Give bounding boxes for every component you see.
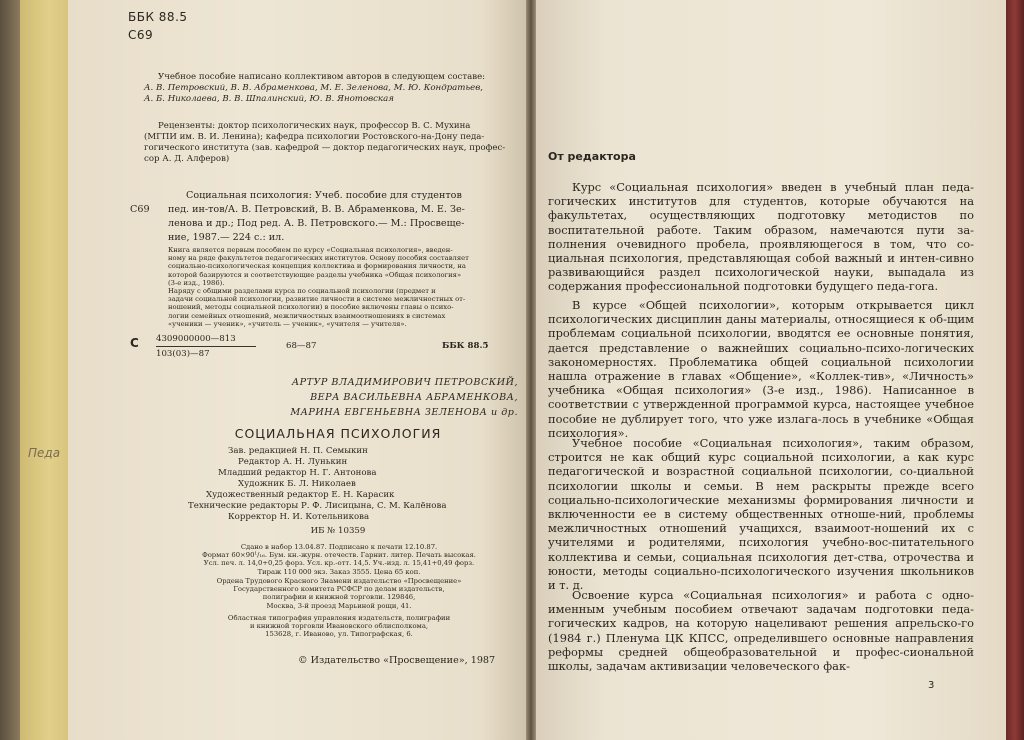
author-full-3-suffix: и др. bbox=[491, 407, 518, 418]
classification-code-1: 4309000000—813 bbox=[156, 334, 236, 344]
classification-letter: С bbox=[130, 336, 140, 350]
abstract-line: логии семейных отношений, межличностных взаимоотношениях в системах bbox=[168, 311, 446, 320]
biblio-line-1: Социальная психология: Учеб. пособие для студентов bbox=[186, 190, 462, 201]
abstract-line: задачи социальной психологии, развитие личности в системе межличностных от- bbox=[168, 295, 466, 304]
biblio-line-4: ние, 1987.— 224 с.: ил. bbox=[168, 232, 285, 243]
authors-line-2: А. Б. Николаева, В. В. Шпалинский, Ю. В. Янотовская bbox=[144, 94, 394, 104]
abstract-line: (3-е изд., 1986). bbox=[168, 278, 225, 287]
biblio-line-3: ленова и др.; Под ред. А. В. Петровского.— М.: Просвеще- bbox=[168, 218, 465, 229]
page-number: 3 bbox=[928, 680, 935, 691]
book-gutter bbox=[526, 0, 536, 740]
staff-line: Редактор А. Н. Лунькин bbox=[238, 457, 348, 467]
cover-flap-text: Педа bbox=[28, 446, 61, 460]
publisher-line: Государственного комитета РСФСР по делам издательств, bbox=[233, 585, 445, 594]
author-full-1: АРТУР ВЛАДИМИРОВИЧ ПЕТРОВСКИЙ, bbox=[291, 377, 518, 388]
abstract-line: ному на ряде факультетов педагогических институтов. Основу пособия составляет bbox=[168, 254, 469, 263]
cover-flap bbox=[20, 0, 68, 740]
authors-line-1: А. В. Петровский, В. В. Абраменкова, М. Е. Зеленова, М. Ю. Кондратьев, bbox=[144, 83, 483, 93]
print-detail-line: Тираж 110 000 экз. Заказ 3555. Цена 65 коп. bbox=[257, 567, 421, 576]
book-title: СОЦИАЛЬНАЯ ПСИХОЛОГИЯ bbox=[234, 426, 442, 441]
staff-line: Зав. редакцией Н. П. Семыкин bbox=[228, 446, 368, 456]
authors-intro: Учебное пособие написано коллективом авторов в следующем составе: bbox=[158, 72, 486, 82]
staff-line: Художественный редактор Е. Н. Карасик bbox=[206, 490, 395, 500]
classification-code-top: С69 bbox=[128, 28, 154, 42]
abstract-line: ношений, методы социальной психологии) в пособие включены главы о психо- bbox=[168, 303, 454, 312]
staff-line: Художник Б. Л. Николаев bbox=[238, 479, 356, 489]
print-detail-line: Формат 60×90¹/₁₆. Бум. кн.-журн. отечеств. Гарнит. литер. Печать высокая. bbox=[202, 551, 476, 560]
publisher-line: Москва, 3-й проезд Марьиной рощи, 41. bbox=[266, 601, 412, 610]
right-page bbox=[536, 0, 1006, 740]
publisher-line: Ордена Трудового Красного Знамени издательство «Просвещение» bbox=[216, 577, 462, 585]
staff-line: Технические редакторы Р. Ф. Лисицына, С. М. Калёнова bbox=[188, 501, 447, 511]
ib-number: ИБ № 10359 bbox=[310, 526, 366, 536]
copyright: © Издательство «Просвещение», 1987 bbox=[298, 655, 496, 666]
classification-code-right: 68—87 bbox=[286, 341, 317, 351]
abstract-line: Книга является первым пособием по курсу «Социальная психология», введен- bbox=[168, 246, 453, 254]
biblio-line-2: пед. ин-тов/А. В. Петровский, В. В. Абраменкова, М. Е. Зе- bbox=[168, 204, 465, 215]
reviewers-line-3: гогического института (зав. кафедрой — доктор педагогических наук, профес- bbox=[144, 143, 506, 153]
publisher-line: полиграфии и книжной торговли. 129846, bbox=[262, 593, 416, 602]
author-full-3 bbox=[218, 406, 518, 419]
editor-heading: От редактора bbox=[548, 150, 636, 163]
bbk-code-top: ББК 88.5 bbox=[128, 10, 188, 24]
foreword-paragraph-1: Курс «Социальная психология» введен в учебный план педа-гогических институтов для студентов, которые обучаются на факультетах, осуществляющих подготовку методистов по воспитательной работе. Таким образом, намечаются пути за-полнения очевидного пробела, проявляющегося в том, что со-циальная психология, представляющая собой важный и интен-сивно развивающийся раздел психологической науки, выпадала из содержания профессиональной подготовки будущего педа-гога. bbox=[548, 180, 974, 294]
classification-bbk: ББК 88.5 bbox=[442, 341, 489, 351]
foreword-paragraph-3: Учебное пособие «Социальная психология», таким образом, строится не как общий курс социальной психологии, а как курс педагогической и возрастной социальной психологии, со-циальной психологии школы и семьи. В нем раскрыты прежде всего социально-психологические механизмы формирования личности и включенности ее в систему общественных отноше-ний, проблемы межличностных отношений учащихся, взаимоот-ношений их с учителями и родителями, психология учебно-вос-питательного коллектива и семьи, социальная психология дет-ства, отрочества и юности, методы социально-психологического изучения школьников и т. д. bbox=[548, 436, 974, 593]
print-detail-line: Сдано в набор 13.04.87. Подписано к печати 12.10.87. bbox=[240, 543, 438, 551]
foreword-paragraph-4: Освоение курса «Социальная психология» и работа с одно-именным учебным пособием отвечают задачам подготовки педа-гогических кадров, на которую нацеливают решения апрельско-го (1984 г.) Пленума ЦК КПСС, определившего основные направления реформы средней общеобразовательной и профес-сиональной школы, задачам активизации человеческого фак- bbox=[548, 588, 974, 674]
abstract-line: «ученики — ученик», «учитель — ученик», «учителя — учителя». bbox=[168, 319, 407, 328]
staff-line: Младший редактор Н. Г. Антонова bbox=[218, 468, 377, 478]
abstract-line: Наряду с общими разделами курса по социальной психологии (предмет и bbox=[168, 287, 436, 295]
reviewers-line-4: сор А. Д. Алферов) bbox=[144, 154, 230, 164]
book-edge-left bbox=[0, 0, 20, 740]
printer-line: 153628, г. Иваново, ул. Типографская, 6. bbox=[265, 630, 413, 639]
reviewers-line-2: (МГПИ им. В. И. Ленина); кафедра психологии Ростовского-на-Дону педа- bbox=[144, 132, 485, 142]
reviewers-line-1: Рецензенты: доктор психологических наук, профессор В. С. Мухина bbox=[158, 121, 471, 131]
book-edge-right bbox=[1006, 0, 1024, 740]
author-full-3-name: МАРИНА ЕВГЕНЬЕВНА ЗЕЛЕНОВА bbox=[290, 407, 488, 418]
fraction-line bbox=[156, 346, 256, 347]
classification-code-2: 103(03)—87 bbox=[156, 349, 210, 359]
printer-line: Областная типография управления издательств, полиграфии bbox=[227, 614, 451, 622]
printer-line: и книжной торговли Ивановского облисполкома, bbox=[249, 622, 429, 631]
abstract-line: социально-психологическая концепция коллектива и формирования личности, на bbox=[168, 262, 466, 271]
left-page bbox=[68, 0, 526, 740]
staff-line: Корректор Н. И. Котельникова bbox=[228, 512, 370, 522]
abstract-line: которой базируются и соответствующие разделы учебника «Общая психология» bbox=[168, 270, 462, 279]
foreword-paragraph-2: В курсе «Общей психологии», которым открывается цикл психологических дисциплин даны материалы, относящиеся к об-щим проблемам социальной психологии, вводятся ее основные понятия, дается представление о важнейших социально-психо-логических закономерностях. Проблематика общей социальной психологии нашла отражение в главах «Общение», «Коллек-тив», «Личность» учебника «Общая психология» (3-е изд., 1986). Написанное в соответствии с утвержденной программой курса, настоящее учебное пособие не дублирует того, что уже излага-лось в учебнике «Общая психология». bbox=[548, 298, 974, 440]
author-full-2: ВЕРА ВАСИЛЬЕВНА АБРАМЕНКОВА, bbox=[310, 392, 518, 403]
biblio-code: С69 bbox=[130, 204, 150, 215]
print-detail-line: Усл. печ. л. 14,0+0,25 форз. Усл. кр.-отт. 14,5. Уч.-изд. л. 15,41+0,49 форз. bbox=[203, 559, 475, 568]
